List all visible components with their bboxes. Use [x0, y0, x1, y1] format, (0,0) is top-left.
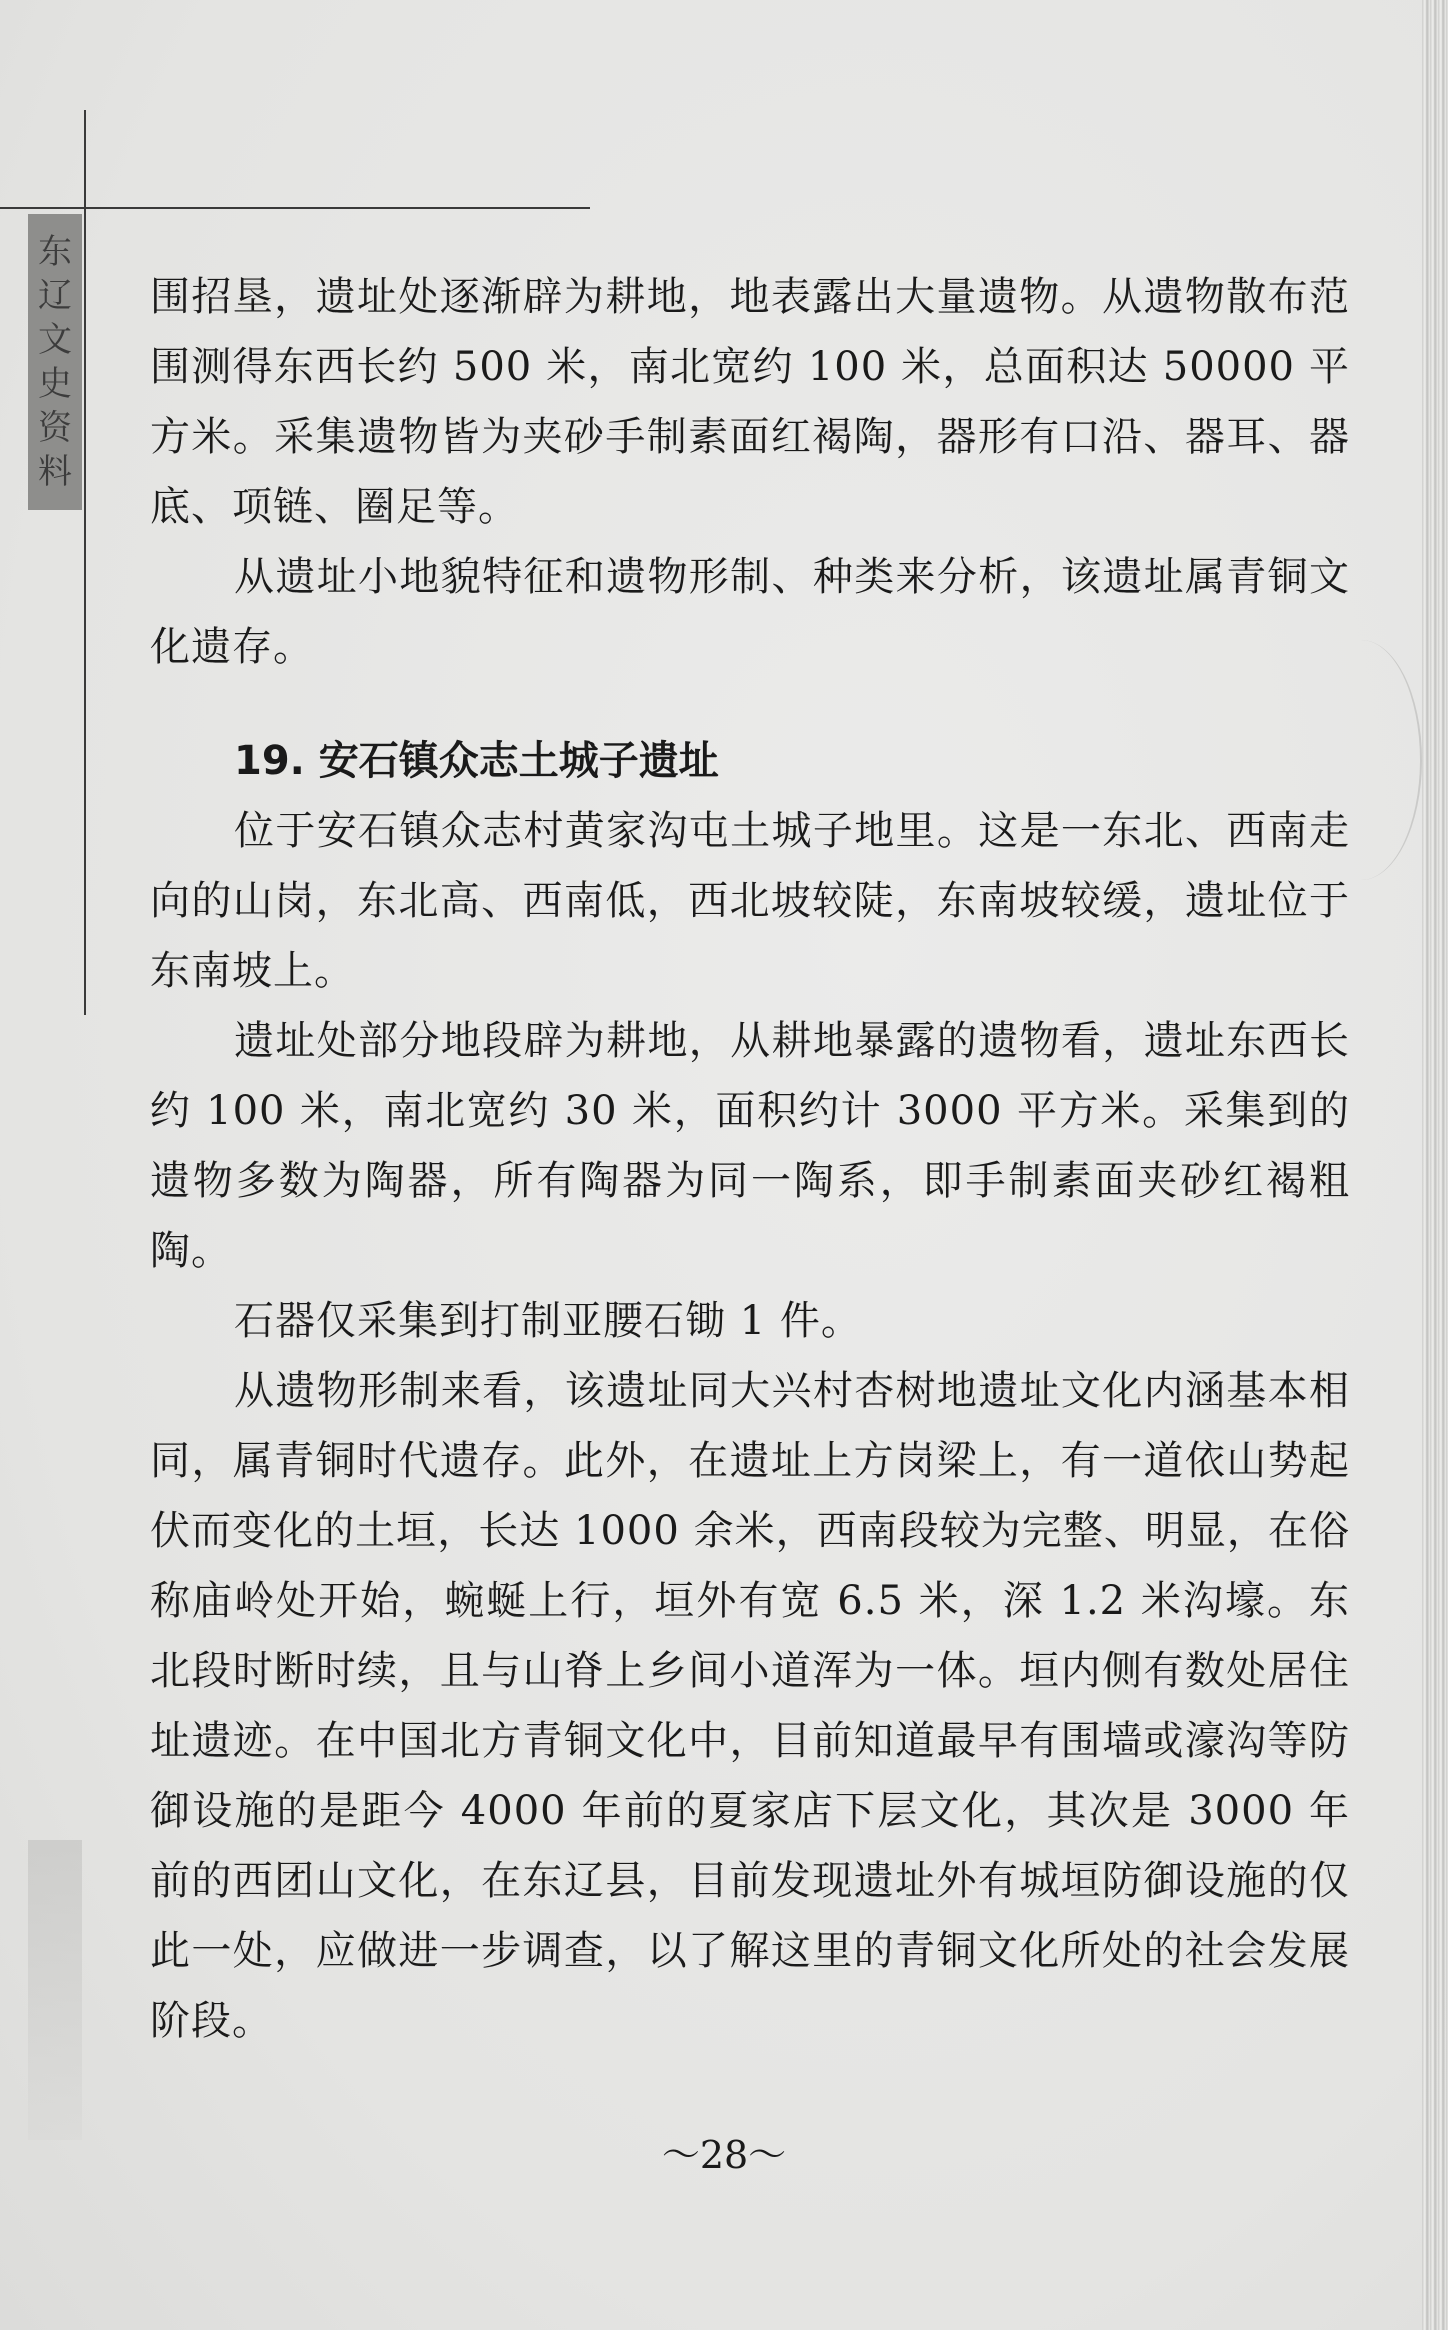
side-tab-char: 东: [38, 232, 72, 272]
vertical-rule: [84, 110, 86, 1015]
section-heading: 19. 安石镇众志土城子遗址: [234, 738, 719, 784]
paragraph: 从遗物形制来看，该遗址同大兴村杏树地遗址文化内涵基本相同，属青铜时代遗存。此外，在遗址上方岗梁上，有一道依山势起伏而变化的土垣，长达 1000 余米，西南段较为完整、明显，在俗称庙岭处开始，蜿蜒上行，垣外有宽 6.5 米，深 1.2 米沟壕。东北段时断时续，且与山脊上乡间小道浑为一体。垣内侧有数处居住址遗迹。在中国北方青铜文化中，目前知道最早有围墙或濠沟等防御设施的是距今 4000 年前的夏家店下层文化，其次是 3000 年前的西团山文化，在东辽县，目前发现遗址外有城垣防御设施的仅此一处，应做进一步调查，以了解这里的青铜文化所处的社会发展阶段。: [150, 1368, 1350, 2044]
paragraph: 石器仅采集到打制亚腰石锄 1 件。: [234, 1298, 862, 1344]
side-tab-char: 文: [38, 320, 72, 360]
side-tab-show-through: [28, 1840, 82, 2140]
body-text: [150, 262, 1350, 2056]
horizontal-rule: [0, 207, 590, 209]
side-tab-char: 料: [38, 452, 72, 492]
side-tab-series-title: [28, 214, 82, 510]
page-number: ～28～: [661, 2133, 787, 2177]
paragraph: 从遗址小地貌特征和遗物形制、种类来分析，该遗址属青铜文化遗存。: [150, 554, 1350, 670]
paragraph-continued: 围招垦，遗址处逐渐辟为耕地，地表露出大量遗物。从遗物散布范围测得东西长约 500 米，南北宽约 100 米，总面积达 50000 平方米。采集遗物皆为夹砂手制素面红褐陶，器形有口沿、器耳、器底、项链、圈足等。: [150, 274, 1350, 530]
paragraph: 位于安石镇众志村黄家沟屯土城子地里。这是一东北、西南走向的山岗，东北高、西南低，西北坡较陡，东南坡较缓，遗址位于东南坡上。: [150, 808, 1350, 994]
page-edge-stack: [1422, 0, 1448, 2330]
side-tab-char: 辽: [38, 276, 72, 316]
side-tab-char: 资: [38, 408, 72, 448]
side-tab-char: 史: [38, 364, 72, 404]
paragraph: 遗址处部分地段辟为耕地，从耕地暴露的遗物看，遗址东西长约 100 米，南北宽约 30 米，面积约计 3000 平方米。采集到的遗物多数为陶器，所有陶器为同一陶系，即手制素面夹砂红褐粗陶。: [150, 1018, 1350, 1274]
